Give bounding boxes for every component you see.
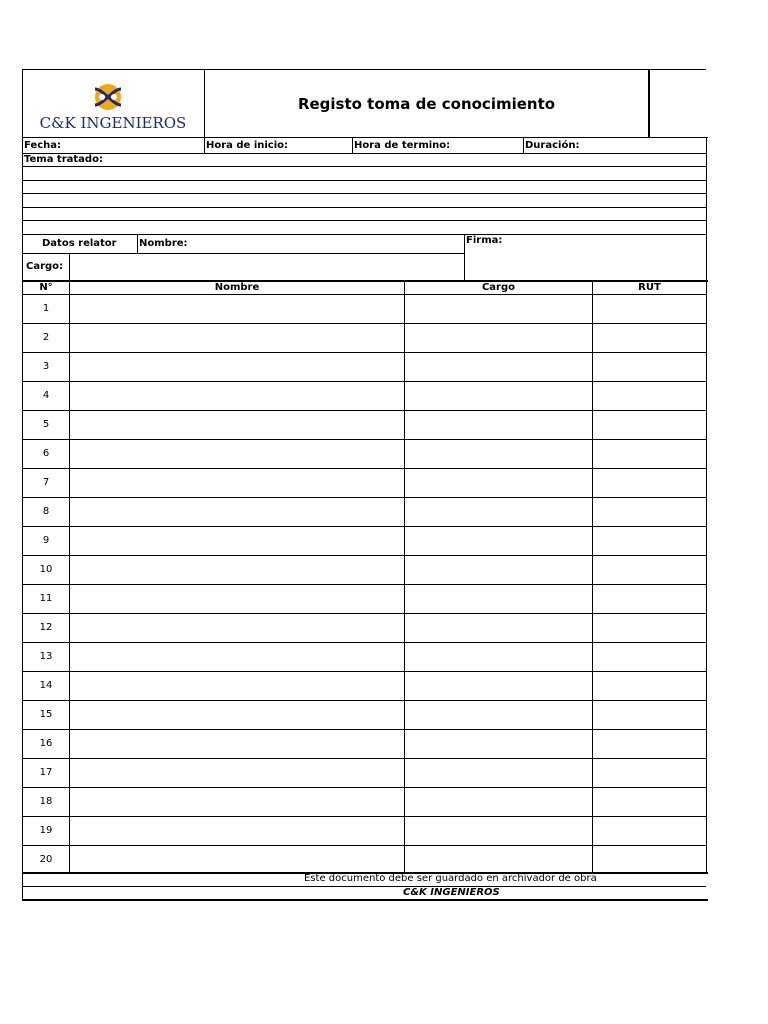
logo-mark-icon <box>91 82 125 112</box>
row-number: 15 <box>39 709 53 720</box>
row-divider <box>22 352 706 353</box>
duracion-label: Duración: <box>525 140 580 151</box>
relator-divider-firma <box>464 234 465 281</box>
row-number: 8 <box>42 506 50 517</box>
row-divider <box>22 787 706 788</box>
row-number: 16 <box>39 738 53 749</box>
col-line-1 <box>69 281 70 873</box>
row-line <box>22 153 706 154</box>
header-right-divider <box>648 69 650 137</box>
col-header-number: N° <box>39 282 53 293</box>
col-header-cargo: Cargo <box>481 282 516 293</box>
info-divider-3 <box>523 137 524 153</box>
row-number: 9 <box>42 535 50 546</box>
row-number: 4 <box>42 390 50 401</box>
row-number: 18 <box>39 796 53 807</box>
row-number: 17 <box>39 767 53 778</box>
row-divider <box>22 410 706 411</box>
row-divider <box>22 381 706 382</box>
footer-company: C&K INGENIEROS <box>403 887 500 898</box>
row-number: 20 <box>39 854 53 865</box>
tema-line-1 <box>22 166 706 167</box>
title-cell <box>205 70 648 137</box>
info-divider-1 <box>204 137 205 153</box>
tema-line-2 <box>22 180 706 181</box>
footer-bottom-border <box>22 899 708 901</box>
row-divider <box>22 468 706 469</box>
relator-cargo-label: Cargo: <box>26 261 64 272</box>
info-right-border <box>706 137 707 281</box>
row-divider <box>22 729 706 730</box>
logo-company-name: C&K INGENIEROS <box>39 114 187 132</box>
table-right-border <box>706 281 707 873</box>
info-divider-2 <box>352 137 353 153</box>
row-number: 19 <box>39 825 53 836</box>
col-line-3 <box>592 281 593 873</box>
datos-relator-label: Datos relator <box>42 238 117 249</box>
row-number: 11 <box>39 593 53 604</box>
fecha-label: Fecha: <box>24 140 62 151</box>
row-divider <box>22 526 706 527</box>
row-divider <box>22 671 706 672</box>
row-divider <box>22 816 706 817</box>
row-divider <box>22 555 706 556</box>
header-row-bottom <box>22 294 706 295</box>
hora-termino-label: Hora de termino: <box>354 140 451 151</box>
row-divider <box>22 700 706 701</box>
col-header-nombre: Nombre <box>214 282 260 293</box>
row-number: 3 <box>42 361 50 372</box>
row-divider <box>22 584 706 585</box>
row-divider <box>22 323 706 324</box>
footer-mid-line <box>22 886 706 887</box>
hora-inicio-label: Hora de inicio: <box>206 140 289 151</box>
tema-tratado-label: Tema tratado: <box>24 154 103 165</box>
relator-nombre-label: Nombre: <box>139 238 188 249</box>
col-header-rut: RUT <box>638 282 661 293</box>
row-number: 6 <box>42 448 50 459</box>
row-number: 5 <box>42 419 50 430</box>
info-top-border <box>22 137 708 138</box>
row-number: 14 <box>39 680 53 691</box>
page-title: Registo toma de conocimiento <box>297 94 556 113</box>
row-number: 13 <box>39 651 53 662</box>
row-divider <box>22 845 706 846</box>
row-divider <box>22 439 706 440</box>
company-logo <box>22 70 204 137</box>
relator-mid-line <box>22 253 464 254</box>
tema-line-5 <box>22 220 706 221</box>
row-divider <box>22 758 706 759</box>
row-number: 7 <box>42 477 50 488</box>
row-number: 12 <box>39 622 53 633</box>
row-divider <box>22 642 706 643</box>
row-number: 2 <box>42 332 50 343</box>
footer-note: Este documento debe ser guardado en archivador de obra <box>304 873 597 884</box>
col-line-2 <box>404 281 405 873</box>
tema-line-3 <box>22 193 706 194</box>
relator-top-line <box>22 234 706 235</box>
cargo-divider <box>69 253 70 281</box>
firma-label: Firma: <box>466 235 503 246</box>
row-number: 1 <box>42 303 50 314</box>
relator-divider-1 <box>137 234 138 253</box>
tema-line-4 <box>22 207 706 208</box>
row-divider <box>22 497 706 498</box>
row-number: 10 <box>39 564 53 575</box>
row-divider <box>22 613 706 614</box>
